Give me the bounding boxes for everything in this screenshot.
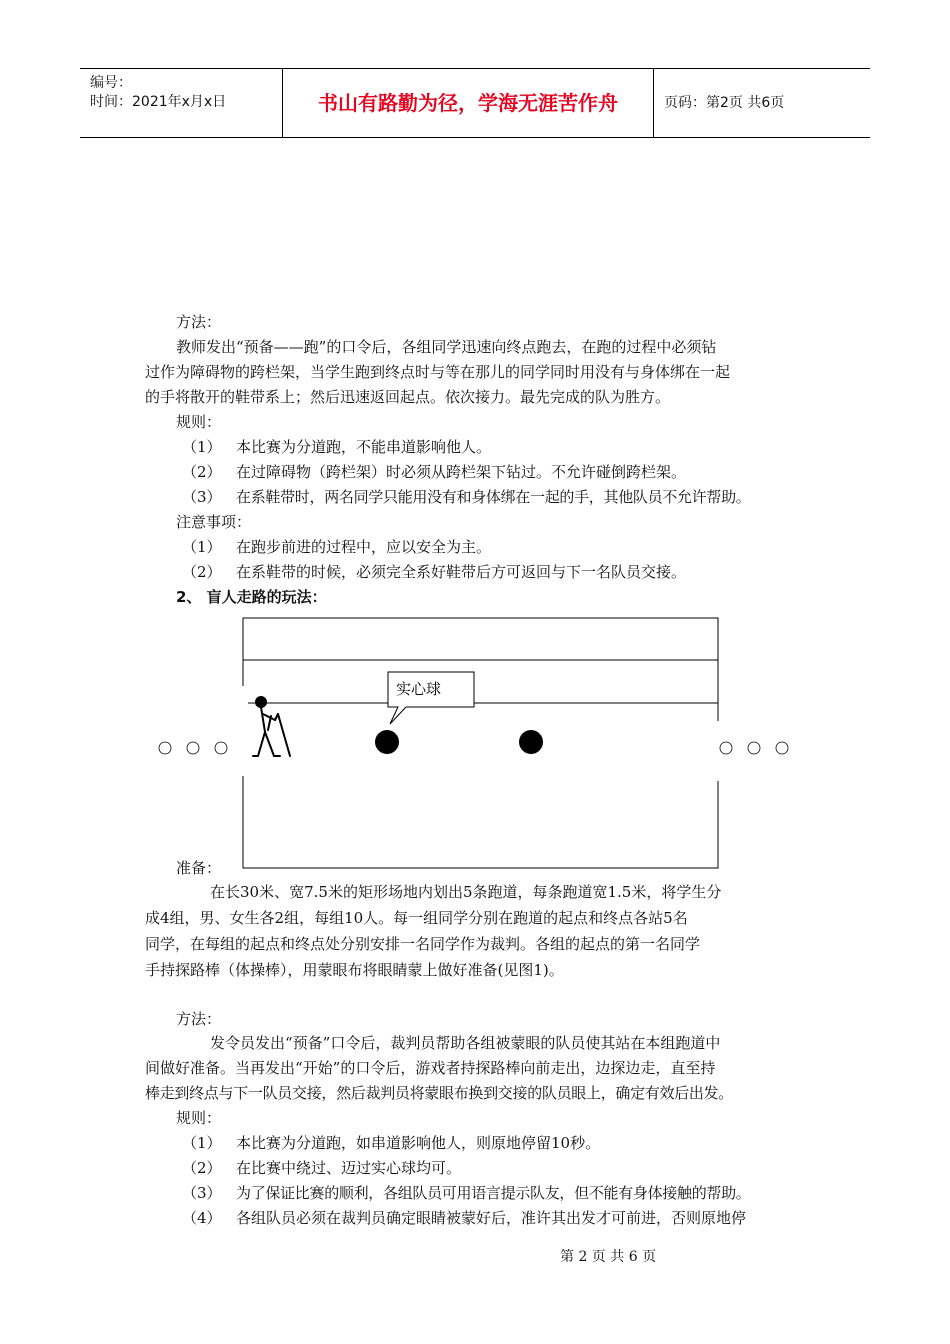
header-page-label: 页码：第2页 共6页 <box>664 95 785 111</box>
method2-line: 发令员发出“预备”口令后，裁判员帮助各组被蒙眼的队员使其站在本组跑道中 <box>210 1034 721 1052</box>
rule-number: （3） <box>182 1184 222 1202</box>
waiting-player-left <box>215 742 227 754</box>
blindfolded-walker <box>253 697 290 756</box>
prep-line: 成4组，男、女生各2组，每组10人。每一组同学分别在跑道的起点和终点各站5名 <box>145 909 688 927</box>
notes-title: 注意事项： <box>176 513 252 531</box>
note-text: 在系鞋带的时候，必须完全系好鞋带后方可返回与下一名队员交接。 <box>236 563 687 581</box>
note-number: （1） <box>182 538 222 556</box>
rule-number: （3） <box>182 488 222 506</box>
rule-text: 在过障碍物（跨栏架）时必须从跨栏架下钻过。不允许碰倒跨栏架。 <box>236 463 687 481</box>
rule-text: 各组队员必须在裁判员确定眼睛被蒙好后，准许其出发才可前进，否则原地停 <box>236 1209 747 1227</box>
prep-line: 同学，在每组的起点和终点处分别安排一名同学作为裁判。各组的起点的第一名同学 <box>145 935 701 953</box>
callout-label: 实心球 <box>396 680 442 698</box>
method1-title: 方法： <box>176 313 222 331</box>
field-outline <box>243 618 718 868</box>
method1-line: 教师发出“预备——跑”的口令后，各组同学迅速向终点跑去，在跑的过程中必须钻 <box>176 338 717 356</box>
waiting-player-left <box>187 742 199 754</box>
rule-text: 为了保证比赛的顺利，各组队员可用语言提示队友，但不能有身体接触的帮助。 <box>236 1184 751 1202</box>
page-header <box>80 68 870 138</box>
method1-line: 过作为障碍物的跨栏架，当学生跑到终点时与等在那儿的同学同时用没有与身体绑在一起 <box>145 363 731 381</box>
page-footer: 第 2 页 共 6 页 <box>560 1249 657 1265</box>
game2-title: 2、 盲人走路的玩法： <box>176 588 327 606</box>
rule-text: 本比赛为分道跑，如串道影响他人，则原地停留10秒。 <box>236 1134 601 1152</box>
waiting-player-right <box>776 742 788 754</box>
medicine-ball <box>519 730 543 754</box>
waiting-player-right <box>748 742 760 754</box>
waiting-player-left <box>159 742 171 754</box>
rule-number: （1） <box>182 1134 222 1152</box>
start-gap <box>240 686 248 776</box>
rule-number: （1） <box>182 438 222 456</box>
note-number: （2） <box>182 563 222 581</box>
prep-title: 准备： <box>176 859 222 877</box>
field-diagram <box>150 616 800 871</box>
method2-title: 方法： <box>176 1010 222 1028</box>
rules1-title: 规则： <box>176 413 222 431</box>
medicine-ball <box>375 730 399 754</box>
note-text: 在跑步前进的过程中，应以安全为主。 <box>236 538 492 556</box>
rule-number: （2） <box>182 463 222 481</box>
method2-line: 间做好准备。当再发出“开始”的口令后，游戏者持探路棒向前走出，边探边走，直至持 <box>145 1059 716 1077</box>
rule-text: 在系鞋带时，两名同学只能用没有和身体绑在一起的手，其他队员不允许帮助。 <box>236 488 751 506</box>
method1-line: 的手将散开的鞋带系上；然后迅速返回起点。依次接力。最先完成的队为胜方。 <box>145 388 671 406</box>
header-date-label: 时间：2021年x月x日 <box>90 94 227 110</box>
header-info-cell <box>80 69 283 137</box>
rule-number: （4） <box>182 1209 222 1227</box>
header-motto: 书山有路勤为径，学海无涯苦作舟 <box>283 69 654 137</box>
rules2-title: 规则： <box>176 1109 222 1127</box>
prep-line: 在长30米、宽7.5米的矩形场地内划出5条跑道，每条跑道宽1.5米，将学生分 <box>210 883 722 901</box>
prep-line: 手持探路棒（体操棒），用蒙眼布将眼睛蒙上做好准备(见图1)。 <box>145 961 564 979</box>
rule-number: （2） <box>182 1159 222 1177</box>
rule-text: 在比赛中绕过、迈过实心球均可。 <box>236 1159 462 1177</box>
header-number-label: 编号： <box>90 75 132 91</box>
rule-text: 本比赛为分道跑，不能串道影响他人。 <box>236 438 492 456</box>
method2-line: 棒走到终点与下一队员交接，然后裁判员将蒙眼布换到交接的队员眼上，确定有效后出发。 <box>145 1084 734 1102</box>
